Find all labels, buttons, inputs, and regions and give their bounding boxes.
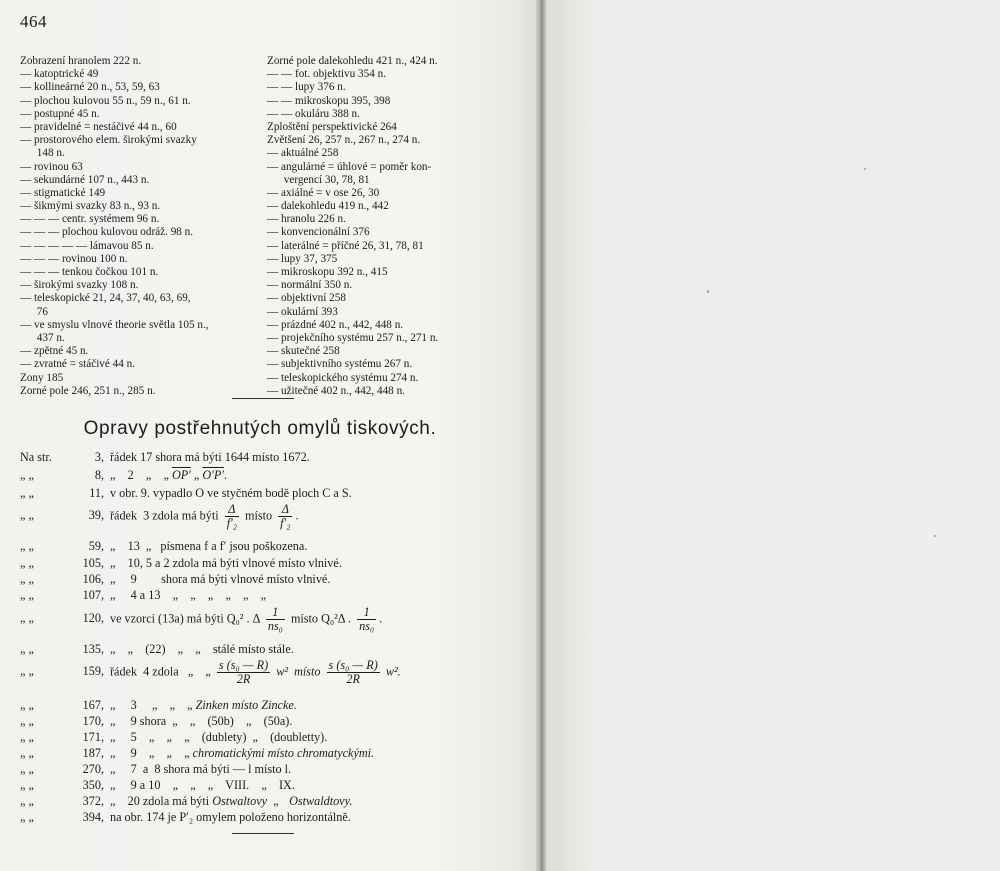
errata-row <box>20 572 330 587</box>
fraction-numerator: 1 <box>357 606 376 620</box>
fraction <box>327 659 380 686</box>
errata-ditto: „ „ <box>20 810 34 824</box>
errata-ditto: Na str. <box>20 450 52 464</box>
index-entry: — postupné 45 n. <box>20 107 100 120</box>
errata-ditto: „ „ <box>20 556 34 570</box>
errata-page: 8, <box>94 468 104 482</box>
errata-page: 107, <box>82 588 104 602</box>
errata-row <box>20 730 327 745</box>
index-entry: — lupy 37, 375 <box>267 252 338 265</box>
index-entry: — katoptrické 49 <box>20 68 99 81</box>
fraction <box>278 503 292 530</box>
index-entry: 148 n. <box>20 147 65 160</box>
errata-ditto: „ „ <box>20 746 34 760</box>
errata-page: 167, <box>82 698 104 712</box>
errata-text: „ 9 a 10 „ „ „ VIII. „ IX. <box>110 778 295 792</box>
errata-ditto: „ „ <box>20 664 34 679</box>
index-entry: — projekčního systému 257 n., 271 n. <box>267 331 439 344</box>
errata-ditto-mark: „ <box>193 468 200 482</box>
index-entry: — širokými svazky 108 n. <box>20 279 139 292</box>
errata-correction: Ostwaltovy „ Ostwaldtovy. <box>212 794 353 808</box>
index-entry: Zvětšení 26, 257 n., 267 n., 274 n. <box>267 134 421 147</box>
fraction <box>357 606 376 633</box>
errata-ditto: „ „ <box>20 794 34 808</box>
errata-text: řádek 3 zdola má býti <box>110 508 219 523</box>
errata-page: 187, <box>82 746 104 760</box>
errata-row <box>20 503 299 530</box>
index-entry: — aktuálné 258 <box>267 147 339 160</box>
index-entry: — prostorového elem. širokými svazky <box>20 134 197 147</box>
index-entry: — kollineárné 20 n., 53, 59, 63 <box>20 81 160 94</box>
index-entry: — — — rovinou 100 n. <box>20 252 128 265</box>
errata-row <box>20 642 294 657</box>
errata-page: 350, <box>82 778 104 792</box>
index-entry: Zorné pole 246, 251 n., 285 n. <box>20 384 156 397</box>
fraction-denominator: ns₀ <box>267 619 283 633</box>
errata-ditto: „ „ <box>20 698 34 712</box>
index-entry: — mikroskopu 392 n., 415 <box>267 266 388 278</box>
errata-text: „ 2 „ „ <box>110 468 169 482</box>
errata-ditto: „ „ <box>20 508 34 523</box>
errata-ditto: „ „ <box>20 486 34 500</box>
errata-text: „ „ (22) „ „ stálé místo stále. <box>110 642 294 656</box>
errata-text: „ 13 „ písmena f a f′ jsou poškozena. <box>110 539 308 553</box>
errata-row <box>20 810 351 825</box>
errata-text: řádek 4 zdola „ „ <box>110 664 211 679</box>
right-page-blank <box>546 0 1000 871</box>
errata-ditto: „ „ <box>20 714 34 728</box>
end-divider <box>232 833 294 834</box>
errata-row <box>20 556 342 571</box>
index-entry: — — — plochou kulovou odráž. 98 n. <box>20 226 194 239</box>
index-entry: 76 <box>20 305 48 318</box>
errata-page: 372, <box>82 794 104 808</box>
errata-page: 106, <box>82 572 104 586</box>
index-entry: — — mikroskopu 395, 398 <box>267 94 391 107</box>
errata-text: „ 9 „ „ „ <box>110 746 190 760</box>
index-entry: — — lupy 376 n. <box>267 81 346 94</box>
errata-ditto: „ „ <box>20 762 34 776</box>
errata-row <box>20 762 291 777</box>
fraction-numerator: s (s₀ — R) <box>218 658 269 672</box>
index-entry: Zony 185 <box>20 371 64 384</box>
errata-row <box>20 714 292 729</box>
index-entry: — — fot. objektivu 354 n. <box>267 68 387 81</box>
index-column-right <box>267 55 522 398</box>
errata-text: místo <box>245 508 273 523</box>
fraction-numerator: Δ <box>225 503 239 517</box>
paper-speck <box>707 290 709 293</box>
index-entry: vergencí 30, 78, 81 <box>267 173 370 186</box>
errata-formula: OP′ <box>171 468 191 482</box>
index-entry: — subjektivního systému 267 n. <box>267 358 413 371</box>
errata-ditto: „ „ <box>20 778 34 792</box>
index-entry: — okulární 393 <box>267 305 338 318</box>
errata-page: 270, <box>82 762 104 776</box>
errata-text: „ 9 shora má býti vlnové místo vlnivé. <box>110 572 331 586</box>
section-divider <box>232 398 294 399</box>
errata-correction: Zinken místo Zincke. <box>195 698 297 712</box>
errata-text: w². <box>385 664 401 679</box>
fraction-numerator: 1 <box>266 606 285 620</box>
index-entry: Zobrazení hranolem 222 n. <box>20 55 142 67</box>
index-entry: — skutečné 258 <box>267 345 340 358</box>
errata-text: ve vzorci (13a) má býti Q₀² . Δ <box>110 611 260 626</box>
errata-row <box>20 698 297 713</box>
index-entry: Zorné pole dalekohledu 421 n., 424 n. <box>267 55 438 67</box>
index-entry: — ve smyslu vlnové theorie světla 105 n., <box>20 318 209 331</box>
fraction-numerator: Δ <box>278 503 292 517</box>
index-entry: — angulárné = úhlové = poměr kon- <box>267 160 432 173</box>
errata-text: . <box>223 468 227 482</box>
errata-text: řádek 17 shora má býti 1644 místo 1672. <box>110 450 310 464</box>
paper-speck <box>934 535 936 537</box>
errata-row <box>20 778 295 793</box>
errata-text: „ 7 a 8 shora má býti — l místo l. <box>110 762 292 776</box>
errata-page: 120, <box>82 611 104 626</box>
errata-page: 170, <box>82 714 104 728</box>
index-entry: — dalekohledu 419 n., 442 <box>267 200 389 213</box>
errata-page: 394, <box>82 810 104 824</box>
errata-page: 171, <box>82 730 104 744</box>
index-entry: — teleskopického systému 274 n. <box>267 371 419 384</box>
errata-row <box>20 746 374 761</box>
errata-ditto: „ „ <box>20 572 34 586</box>
index-entry: — normální 350 n. <box>267 279 353 292</box>
fraction-denominator: f′₂ <box>226 516 237 530</box>
errata-ditto: „ „ <box>20 611 34 626</box>
index-entry: 437 n. <box>20 331 65 344</box>
errata-formula: O′P′ <box>202 468 224 482</box>
index-entry: — stigmatické 149 <box>20 186 106 199</box>
index-column-left <box>20 55 270 398</box>
errata-page: 59, <box>88 539 104 553</box>
errata-row <box>20 588 266 603</box>
fraction-denominator: ns₀ <box>359 619 375 633</box>
index-entry: — sekundárné 107 n., 443 n. <box>20 173 150 186</box>
fraction <box>217 659 270 686</box>
errata-ditto: „ „ <box>20 539 34 553</box>
index-entry: — plochou kulovou 55 n., 59 n., 61 n. <box>20 94 191 107</box>
errata-row <box>20 659 401 686</box>
index-entry: — — — tenkou čočkou 101 n. <box>20 266 159 278</box>
errata-text: „ 4 a 13 „ „ „ „ „ „ <box>110 588 267 602</box>
errata-row <box>20 794 352 809</box>
fraction-denominator: 2R <box>346 672 360 686</box>
fraction-numerator: s (s₀ — R) <box>328 658 378 672</box>
errata-ditto: „ „ <box>20 468 34 482</box>
errata-page: 159, <box>82 664 104 679</box>
index-entry: — axiálné = v ose 26, 30 <box>267 186 380 199</box>
errata-text: „ 3 „ „ „ <box>110 698 193 712</box>
fraction-denominator: f′₂ <box>280 516 291 530</box>
fraction-denominator: 2R <box>236 672 251 686</box>
errata-text: místo Q₀²Δ . <box>290 611 352 626</box>
book-gutter <box>536 0 546 871</box>
errata-text: „ 5 „ „ „ (dublety) „ (doubletty). <box>110 730 328 744</box>
index-entry: — hranolu 226 n. <box>267 213 346 226</box>
index-entry: — užitečné 402 n., 442, 448 n. <box>267 384 405 397</box>
index-entry: — zpětné 45 n. <box>20 345 89 358</box>
errata-page: 105, <box>82 556 104 570</box>
errata-ditto: „ „ <box>20 730 34 744</box>
errata-page: 11, <box>89 486 104 500</box>
errata-row <box>20 486 352 501</box>
index-entry: Zploštění perspektivické 264 <box>267 120 397 133</box>
errata-title: Opravy postřehnutých omylů tiskových. <box>83 418 437 439</box>
errata-row <box>20 468 227 483</box>
index-entry: — — okuláru 388 n. <box>267 107 360 120</box>
errata-row <box>20 450 310 465</box>
paper-speck <box>864 168 866 170</box>
errata-page: 39, <box>88 508 104 523</box>
errata-correction: chromatickými místo chromatyckými. <box>192 746 375 760</box>
fraction <box>266 606 285 633</box>
errata-page: 3, <box>94 450 104 464</box>
index-entry: — teleskopické 21, 24, 37, 40, 63, 69, <box>20 292 191 305</box>
errata-text: v obr. 9. vypadlo O ve styčném bodě ploch C a S. <box>110 486 352 500</box>
errata-row <box>20 539 307 554</box>
errata-text: . <box>295 508 299 523</box>
index-entry: — rovinou 63 <box>20 160 83 173</box>
errata-page: 135, <box>82 642 104 656</box>
index-entry: — zvratné = stáčivé 44 n. <box>20 358 136 371</box>
errata-text: . <box>379 611 383 626</box>
errata-text: w² místo <box>276 664 321 679</box>
index-entry: — šikmými svazky 83 n., 93 n. <box>20 200 161 213</box>
index-entry: — — — — — lámavou 85 n. <box>20 239 154 252</box>
errata-text: na obr. 174 je P′₂ omylem položeno horizontálně. <box>110 810 351 824</box>
index-entry: — prázdné 402 n., 442, 448 n. <box>267 318 404 331</box>
errata-ditto: „ „ <box>20 588 34 602</box>
index-entry: — objektivní 258 <box>267 292 346 305</box>
errata-ditto: „ „ <box>20 642 34 656</box>
errata-row <box>20 606 382 633</box>
errata-text: „ 20 zdola má býti <box>110 794 210 808</box>
index-entry: — laterálné = příčné 26, 31, 78, 81 <box>267 239 424 252</box>
fraction <box>225 503 239 530</box>
index-entry: — konvencionální 376 <box>267 226 370 239</box>
errata-text: „ 9 shora „ „ (50b) „ (50a). <box>110 714 293 728</box>
index-entry: — — — centr. systémem 96 n. <box>20 213 160 226</box>
index-entry: — pravidelné = nestáčivé 44 n., 60 <box>20 120 177 133</box>
page-number: 464 <box>20 12 47 31</box>
errata-text: „ 10, 5 a 2 zdola má býti vlnové místo vlnivé. <box>110 556 342 570</box>
